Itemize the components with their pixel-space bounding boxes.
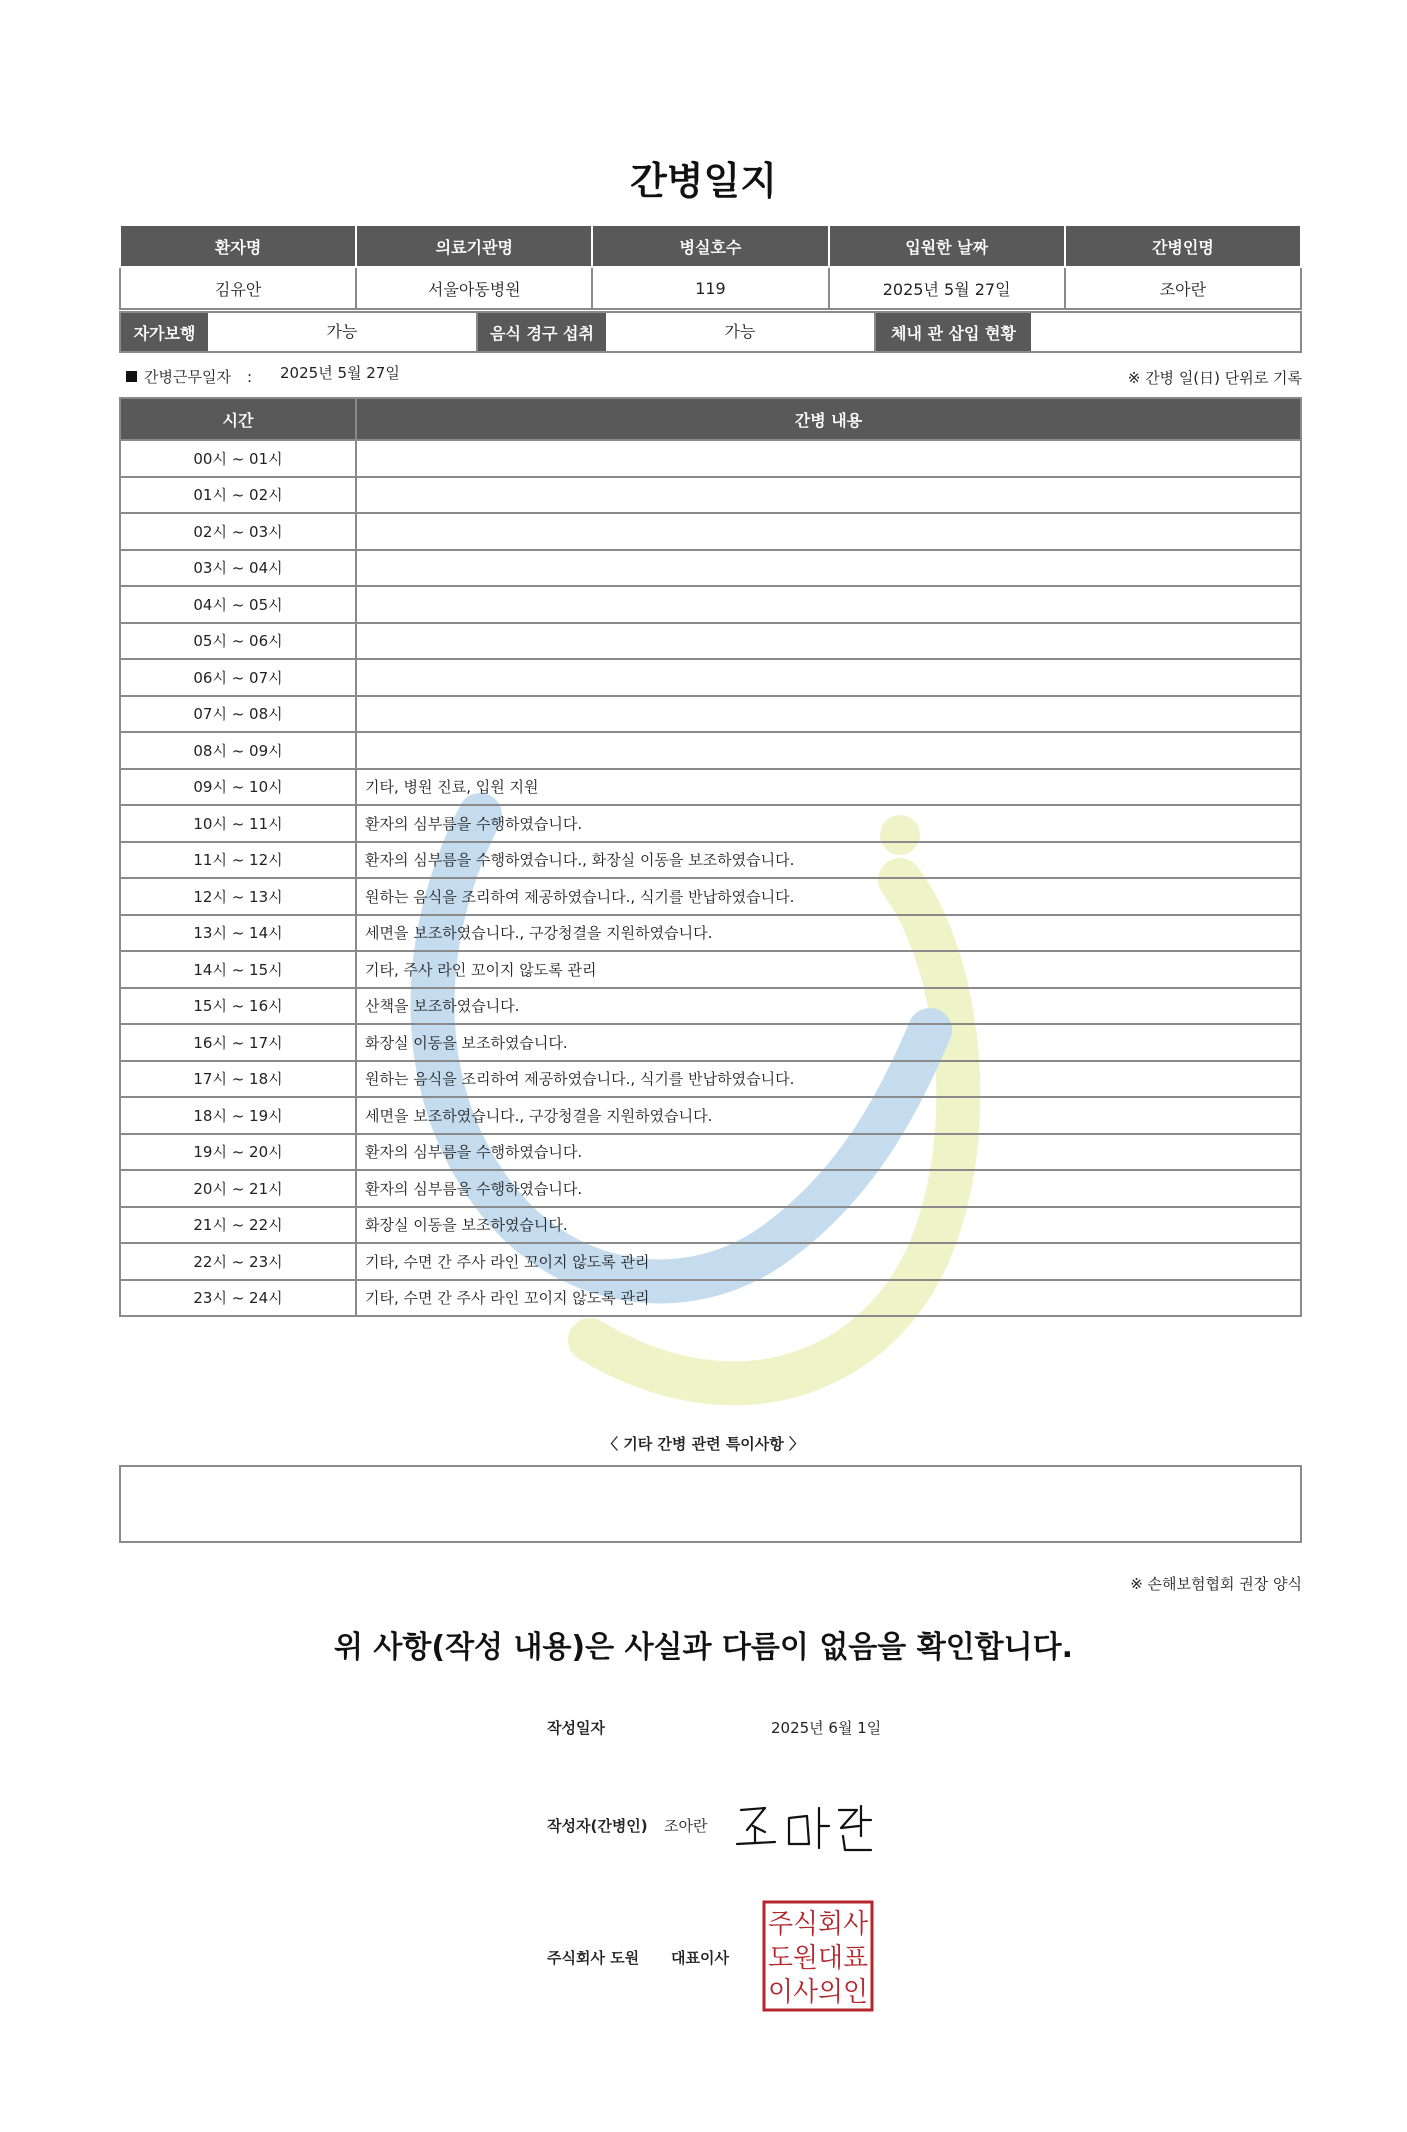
time-cell: 18시 ~ 19시 <box>120 1097 356 1134</box>
header-admission-date: 입원한 날짜 <box>829 225 1065 267</box>
table-row <box>120 915 1301 952</box>
confirmation-statement: 위 사항(작성 내용)은 사실과 다름이 없음을 확인합니다. <box>333 1630 1074 1665</box>
care-content-cell: 원하는 음식을 조리하여 제공하였습니다., 식기를 반납하였습니다. <box>356 878 1301 915</box>
table-row <box>120 477 1301 514</box>
table-row <box>120 1170 1301 1207</box>
time-cell: 03시 ~ 04시 <box>120 550 356 587</box>
self-walk-label: 자가보행 <box>121 313 208 351</box>
time-cell: 22시 ~ 23시 <box>120 1243 356 1280</box>
time-cell: 08시 ~ 09시 <box>120 732 356 769</box>
care-content-cell <box>356 623 1301 660</box>
table-row <box>120 951 1301 988</box>
oral-feeding-label: 음식 경구 섭취 <box>478 313 606 351</box>
care-content-cell: 산책을 보조하였습니다. <box>356 988 1301 1025</box>
care-content-cell <box>356 586 1301 623</box>
time-cell: 09시 ~ 10시 <box>120 769 356 806</box>
patient-name-value: 김유안 <box>120 267 356 309</box>
written-date-value: 2025년 6월 1일 <box>771 1719 882 1737</box>
care-content-cell: 기타, 병원 진료, 입원 지원 <box>356 769 1301 806</box>
table-row <box>120 586 1301 623</box>
care-content-cell: 세면을 보조하였습니다., 구강청결을 지원하였습니다. <box>356 915 1301 952</box>
table-row <box>120 805 1301 842</box>
extra-notes-title: 〈 기타 간병 관련 특이사항 〉 <box>602 1435 804 1453</box>
care-content-cell: 환자의 심부름을 수행하였습니다. <box>356 1134 1301 1171</box>
work-date-value: 2025년 5월 27일 <box>280 364 400 382</box>
page-title: 간병일지 <box>630 159 777 203</box>
time-cell: 02시 ~ 03시 <box>120 513 356 550</box>
care-content-cell: 화장실 이동을 보조하였습니다. <box>356 1024 1301 1061</box>
time-cell: 11시 ~ 12시 <box>120 842 356 879</box>
time-cell: 17시 ~ 18시 <box>120 1061 356 1098</box>
care-content-cell <box>356 440 1301 477</box>
time-cell: 21시 ~ 22시 <box>120 1207 356 1244</box>
work-date-label: 간병근무일자 <box>144 368 231 386</box>
time-cell: 07시 ~ 08시 <box>120 696 356 733</box>
table-row <box>120 659 1301 696</box>
care-log-table <box>119 397 1302 1317</box>
written-date-label: 작성일자 <box>547 1719 605 1737</box>
table-row <box>120 550 1301 587</box>
care-content-cell: 원하는 음식을 조리하여 제공하였습니다., 식기를 반납하였습니다. <box>356 1061 1301 1098</box>
company-label: 주식회사 도원 <box>547 1949 640 1967</box>
square-bullet-icon <box>126 371 137 382</box>
signature-icon <box>735 1800 875 1856</box>
work-date-colon: : <box>246 367 253 386</box>
care-content-cell <box>356 696 1301 733</box>
table-row <box>120 623 1301 660</box>
table-row <box>120 1097 1301 1134</box>
care-content-cell: 화장실 이동을 보조하였습니다. <box>356 1207 1301 1244</box>
header-care-content: 간병 내용 <box>356 398 1301 440</box>
header-caregiver-name: 간병인명 <box>1065 225 1301 267</box>
tube-insertion-value <box>1031 313 1300 351</box>
time-cell: 06시 ~ 07시 <box>120 659 356 696</box>
room-number-value: 119 <box>592 267 828 309</box>
table-row <box>120 1243 1301 1280</box>
care-content-cell: 세면을 보조하였습니다., 구강청결을 지원하였습니다. <box>356 1097 1301 1134</box>
hospital-name-value: 서울아동병원 <box>356 267 592 309</box>
care-content-cell <box>356 659 1301 696</box>
care-content-cell: 기타, 주사 라인 꼬이지 않도록 관리 <box>356 951 1301 988</box>
care-content-cell <box>356 550 1301 587</box>
tube-insertion-label: 체내 관 삽입 현황 <box>876 313 1031 351</box>
table-row <box>120 878 1301 915</box>
care-content-cell <box>356 477 1301 514</box>
patient-info-table <box>119 224 1302 310</box>
table-row <box>120 1061 1301 1098</box>
table-row <box>120 440 1301 477</box>
table-row <box>120 1024 1301 1061</box>
care-content-cell: 기타, 수면 간 주사 라인 꼬이지 않도록 관리 <box>356 1280 1301 1317</box>
time-cell: 20시 ~ 21시 <box>120 1170 356 1207</box>
table-row <box>120 988 1301 1025</box>
header-hospital-name: 의료기관명 <box>356 225 592 267</box>
table-row <box>120 1280 1301 1317</box>
time-cell: 00시 ~ 01시 <box>120 440 356 477</box>
form-note: ※ 손해보험협회 권장 양식 <box>1130 1575 1302 1593</box>
caregiver-name-value: 조아란 <box>1065 267 1301 309</box>
care-content-cell: 환자의 심부름을 수행하였습니다., 화장실 이동을 보조하였습니다. <box>356 842 1301 879</box>
time-cell: 12시 ~ 13시 <box>120 878 356 915</box>
oral-feeding-value: 가능 <box>606 313 876 351</box>
time-cell: 10시 ~ 11시 <box>120 805 356 842</box>
care-content-cell: 환자의 심부름을 수행하였습니다. <box>356 1170 1301 1207</box>
header-time: 시간 <box>120 398 356 440</box>
time-cell: 15시 ~ 16시 <box>120 988 356 1025</box>
time-cell: 04시 ~ 05시 <box>120 586 356 623</box>
svg-text:주식회사: 주식회사 <box>768 1909 868 1940</box>
table-row <box>120 732 1301 769</box>
header-room-number: 병실호수 <box>592 225 828 267</box>
writer-value: 조아란 <box>664 1817 708 1835</box>
time-cell: 16시 ~ 17시 <box>120 1024 356 1061</box>
writer-label: 작성자(간병인) <box>547 1817 648 1835</box>
table-row <box>120 696 1301 733</box>
time-cell: 19시 ~ 20시 <box>120 1134 356 1171</box>
time-cell: 14시 ~ 15시 <box>120 951 356 988</box>
admission-date-value: 2025년 5월 27일 <box>829 267 1065 309</box>
table-row <box>120 1134 1301 1171</box>
record-note: ※ 간병 일(日) 단위로 기록 <box>1127 369 1302 387</box>
time-cell: 13시 ~ 14시 <box>120 915 356 952</box>
time-cell: 01시 ~ 02시 <box>120 477 356 514</box>
header-patient-name: 환자명 <box>120 225 356 267</box>
table-row <box>120 513 1301 550</box>
seal-stamp-icon <box>762 1900 874 2012</box>
representative-label: 대표이사 <box>671 1949 729 1967</box>
care-content-cell <box>356 732 1301 769</box>
self-walk-value: 가능 <box>208 313 478 351</box>
time-cell: 23시 ~ 24시 <box>120 1280 356 1317</box>
time-cell: 05시 ~ 06시 <box>120 623 356 660</box>
care-content-cell: 환자의 심부름을 수행하였습니다. <box>356 805 1301 842</box>
extra-notes-box <box>119 1465 1302 1543</box>
table-row <box>120 769 1301 806</box>
table-row <box>120 842 1301 879</box>
table-row <box>120 1207 1301 1244</box>
work-date-line <box>126 366 400 387</box>
care-content-cell: 기타, 수면 간 주사 라인 꼬이지 않도록 관리 <box>356 1243 1301 1280</box>
svg-text:도원대표: 도원대표 <box>768 1943 868 1974</box>
svg-text:이사의인: 이사의인 <box>768 1977 868 2008</box>
patient-status-row <box>119 311 1302 353</box>
care-content-cell <box>356 513 1301 550</box>
